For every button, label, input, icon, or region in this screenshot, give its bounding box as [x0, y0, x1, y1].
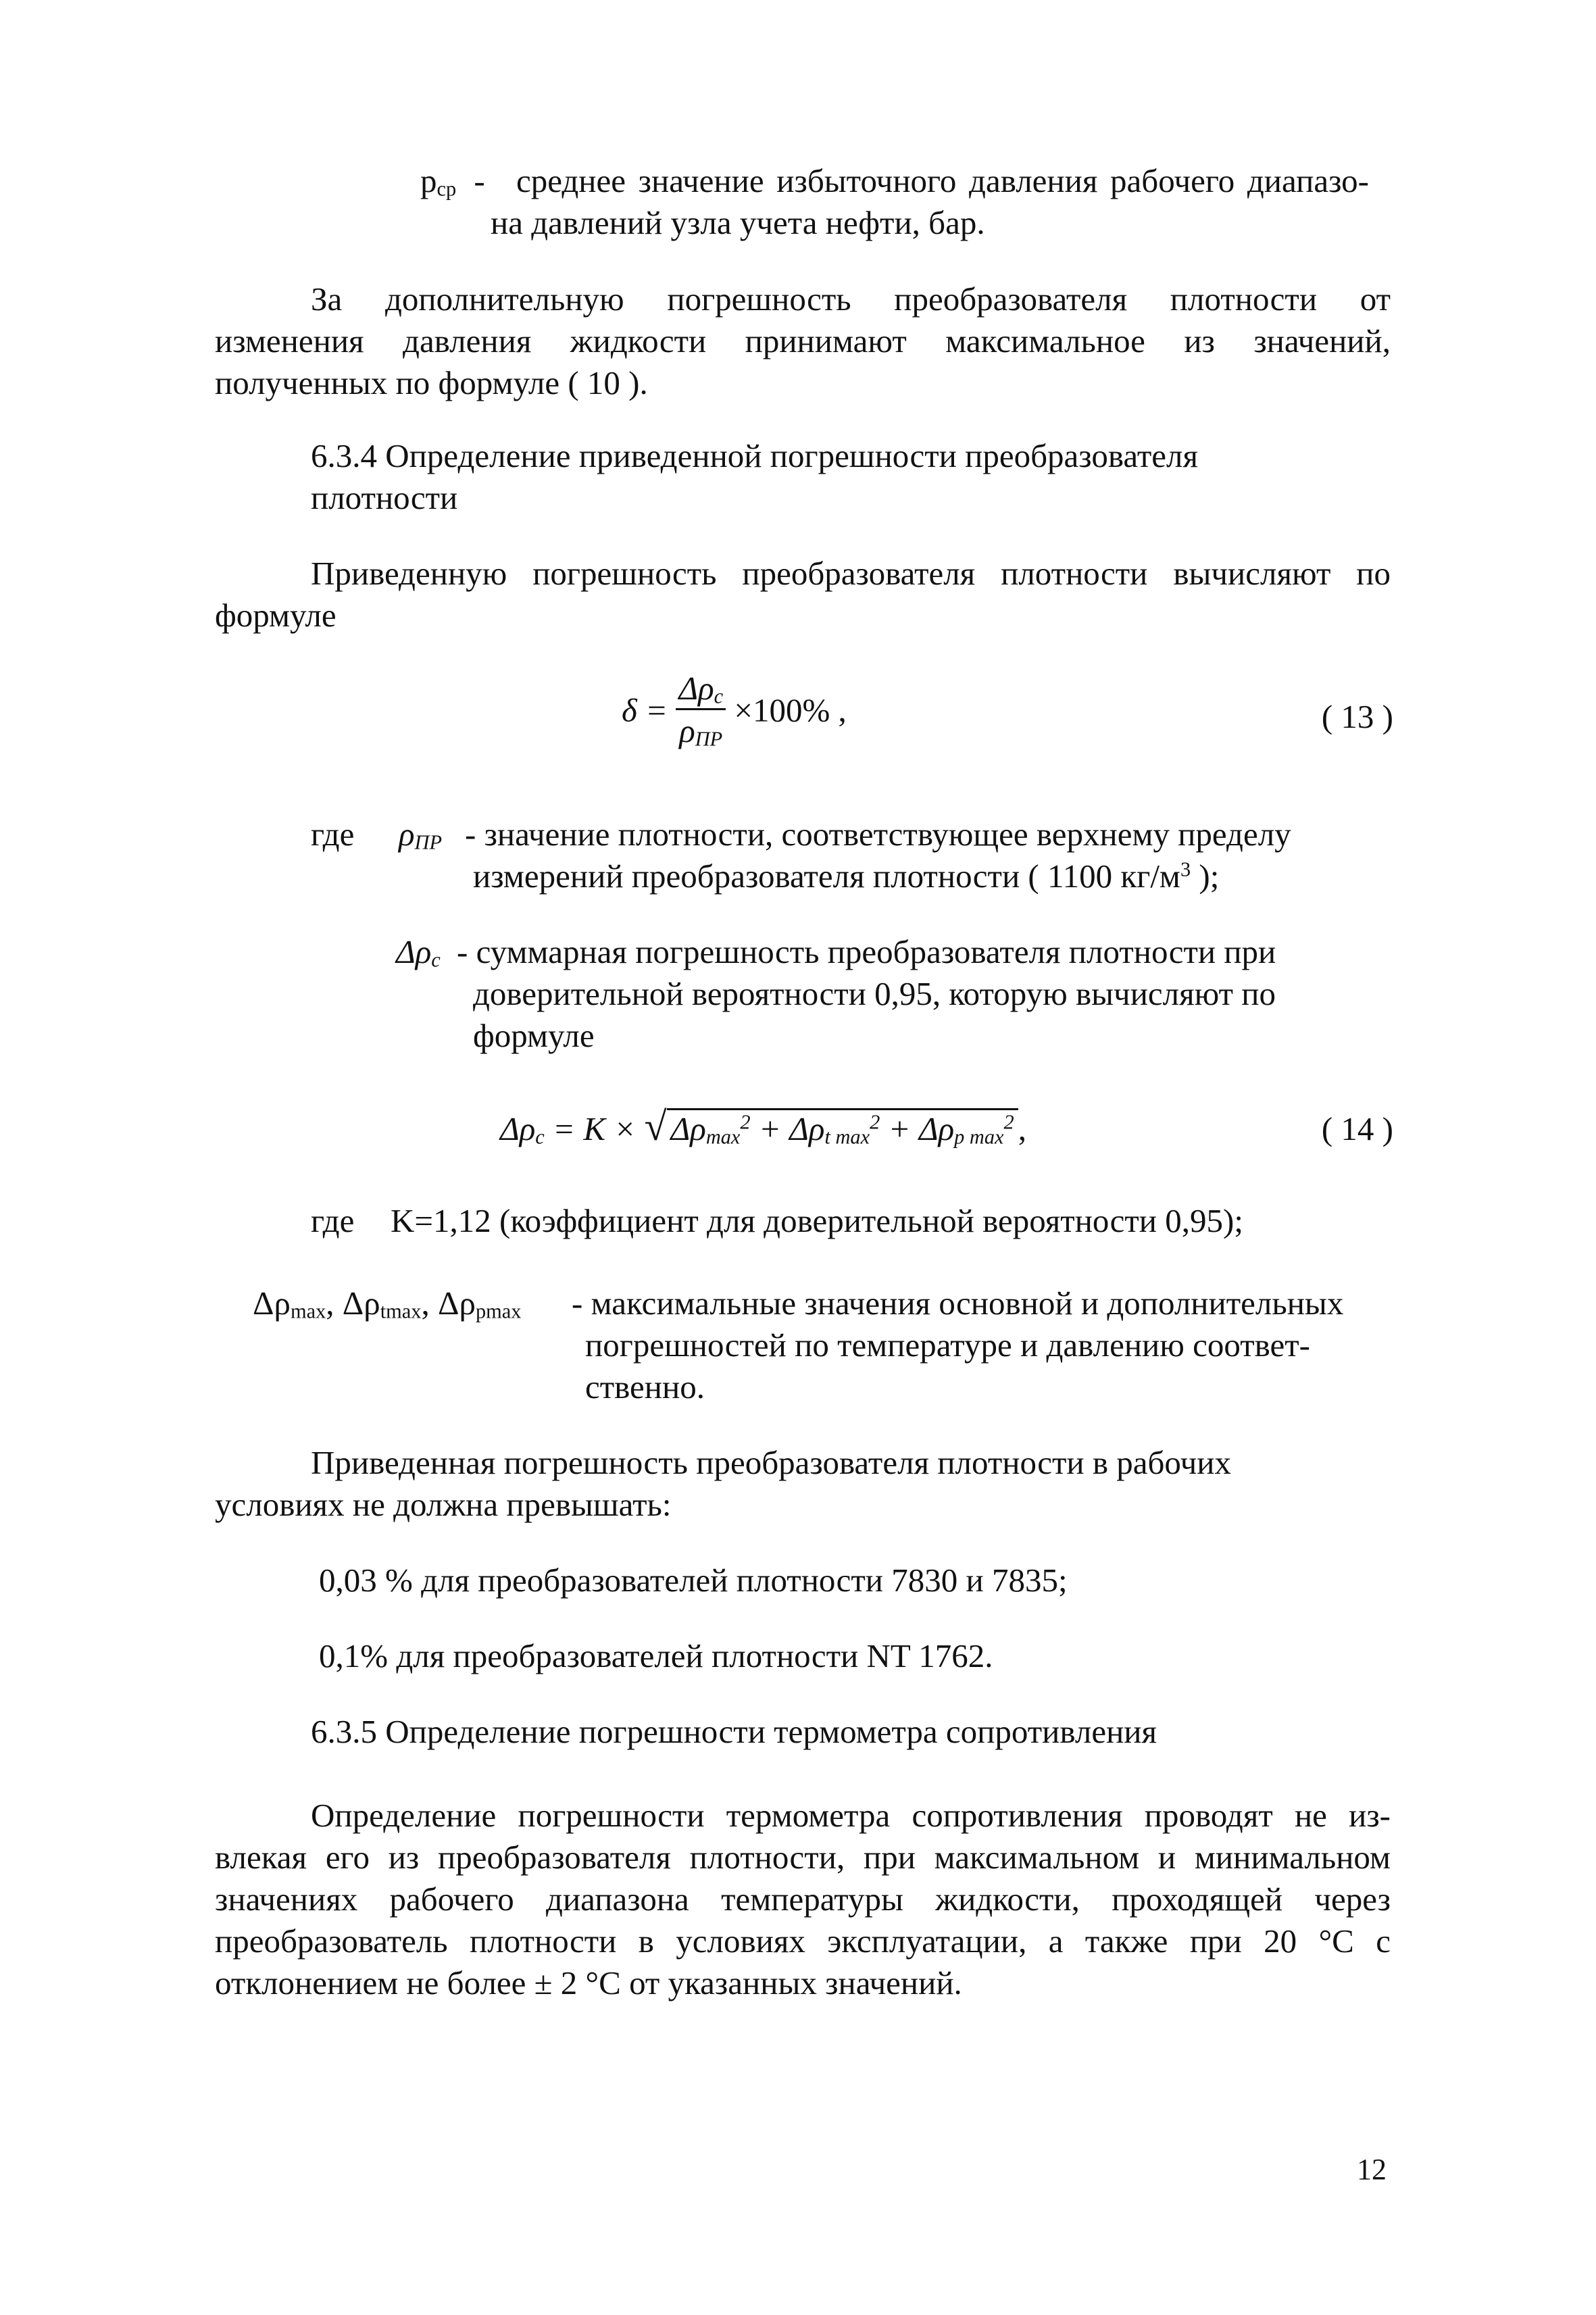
formula-13-num-sub: c [714, 684, 724, 708]
drho-c-def-line2: доверительной вероятности 0,95, которую вычисляют по [473, 975, 1276, 1012]
maxvals-sep2: , Δρ [421, 1285, 476, 1322]
formula-13-den-sub: ПР [695, 727, 723, 751]
formula-14-lhs-sub: c [535, 1125, 545, 1149]
formula-14-equals: = K × [553, 1110, 637, 1147]
maxvals-sub1: max [290, 1299, 326, 1323]
maxvals-symbols [253, 1283, 521, 1324]
formula-14 [500, 1105, 1026, 1150]
formula-14-radicand [667, 1108, 1018, 1147]
rho-pr-def-end: ); [1191, 857, 1220, 895]
section-634-heading-line2: плотности [311, 479, 458, 516]
formula-14-number: ( 14 ) [1321, 1110, 1393, 1147]
formula-14-term1-sub: max [705, 1125, 741, 1149]
drho-c-subscript: c [431, 948, 441, 972]
formula-14-term2: + Δρ [758, 1110, 825, 1147]
maxvals-def-line1: - максимальные значения основной и дополнительных [572, 1285, 1344, 1322]
maxvals-sub3: pmax [475, 1299, 522, 1323]
formula-13-lhs: δ = [622, 691, 668, 729]
formula-13-denominator [676, 710, 726, 752]
maxvals-sub2: tmax [380, 1299, 422, 1323]
formula-14-term2-sub: t max [824, 1125, 870, 1149]
rho-pr-symbol [399, 814, 442, 855]
formula-13-number: ( 13 ) [1321, 698, 1393, 735]
where-label-1: где [311, 816, 355, 853]
formula-14-term1-sq: 2 [740, 1110, 751, 1134]
p-sr-def-line2: на давлений узла учета нефти, бар. [491, 204, 985, 241]
drho-c-symbol [396, 931, 441, 973]
para-reduced-line1: Приведенную погрешность преобразователя плотности вычисляют по [311, 555, 1391, 592]
p-sr-letter: p [420, 162, 437, 199]
where-label-2: где [311, 1202, 355, 1239]
para-additional-line1: За дополнительную погрешность преобразователя плотности от [311, 280, 1391, 318]
formula-14-comma: , [1018, 1110, 1026, 1147]
formula-13-num-symbol: Δρ [678, 670, 714, 707]
formula-13-tail: ×100% , [734, 691, 847, 729]
para-thermo-line4: преобразователь плотности в условиях эксплуатации, а также при 20 °С с [215, 1922, 1391, 1960]
drho-c-letter: Δρ [396, 933, 432, 970]
formula-14-term3-sq: 2 [1003, 1110, 1014, 1134]
maxvals-sym1: Δρ [253, 1285, 291, 1322]
formula-14-term1: Δρ [670, 1110, 706, 1147]
rho-pr-def-line1: - значение плотности, соответствующее верхнему пределу [465, 816, 1291, 853]
maxvals-sep1: , Δρ [326, 1285, 380, 1322]
section-634-heading-line1: 6.3.4 Определение приведенной погрешности преобразователя [311, 437, 1198, 474]
drho-c-def-line3: формуле [473, 1017, 595, 1054]
para-reduced-line2: формуле [215, 597, 336, 634]
p-sr-def-line1: среднее значение избыточного давления рабочего диапазо- [516, 162, 1369, 199]
para-thermo-line1: Определение погрешности термометра сопротивления проводят не из- [311, 1797, 1391, 1834]
limit-item-1: 0,03 % для преобразователей плотности 7830 и 7835; [319, 1562, 1068, 1599]
p-sr-subscript: ср [437, 177, 457, 201]
formula-14-term3: + Δρ [888, 1110, 955, 1147]
formula-13-den-symbol: ρ [679, 712, 695, 749]
para-limit-line2: условиях не должна превышать: [215, 1486, 672, 1523]
section-635-heading: 6.3.5 Определение погрешности термометра сопротивления [311, 1713, 1157, 1750]
para-thermo-line5: отклонением не более ± 2 °С от указанных значений. [215, 1964, 962, 2001]
para-additional-line3: полученных по формуле ( 10 ). [215, 364, 648, 401]
para-limit-line1: Приведенная погрешность преобразователя плотности в рабочих [311, 1444, 1231, 1481]
rho-pr-def-superscript: 3 [1180, 857, 1191, 881]
formula-14-term3-sub: p max [954, 1125, 1004, 1149]
formula-13 [622, 669, 847, 752]
formula-14-sqrt-sign: √ [644, 1104, 667, 1149]
para-thermo-line3: значениях рабочего диапазона температуры жидкости, проходящей через [215, 1881, 1391, 1918]
limit-item-2: 0,1% для преобразователей плотности NT 1762. [319, 1637, 993, 1674]
formula-13-numerator [676, 669, 726, 710]
p-sr-dash: - [474, 162, 485, 199]
rho-pr-subscript: ПР [414, 830, 443, 854]
rho-pr-letter: ρ [399, 816, 415, 853]
maxvals-def-line3: ственно. [585, 1368, 705, 1405]
k-definition: K=1,12 (коэффициент для доверительной вероятности 0,95); [391, 1202, 1243, 1239]
maxvals-def-line2: погрешностей по температуре и давлению соответ- [585, 1326, 1310, 1364]
para-thermo-line2: влекая его из преобразователя плотности, при максимальном и минимальном [215, 1839, 1391, 1876]
rho-pr-def-text: измерений преобразователя плотности ( 1100 кг/м [473, 857, 1180, 895]
rho-pr-def-line2 [473, 855, 1219, 897]
drho-c-def-line1: - суммарная погрешность преобразователя плотности при [457, 933, 1276, 970]
p-sr-symbol [420, 160, 485, 202]
para-additional-line2: изменения давления жидкости принимают максимальное из значений, [215, 322, 1391, 359]
page-number: 12 [1357, 2153, 1387, 2186]
formula-13-fraction [676, 669, 726, 752]
formula-14-lhs: Δρ [500, 1110, 536, 1147]
formula-14-term2-sq: 2 [870, 1110, 880, 1134]
